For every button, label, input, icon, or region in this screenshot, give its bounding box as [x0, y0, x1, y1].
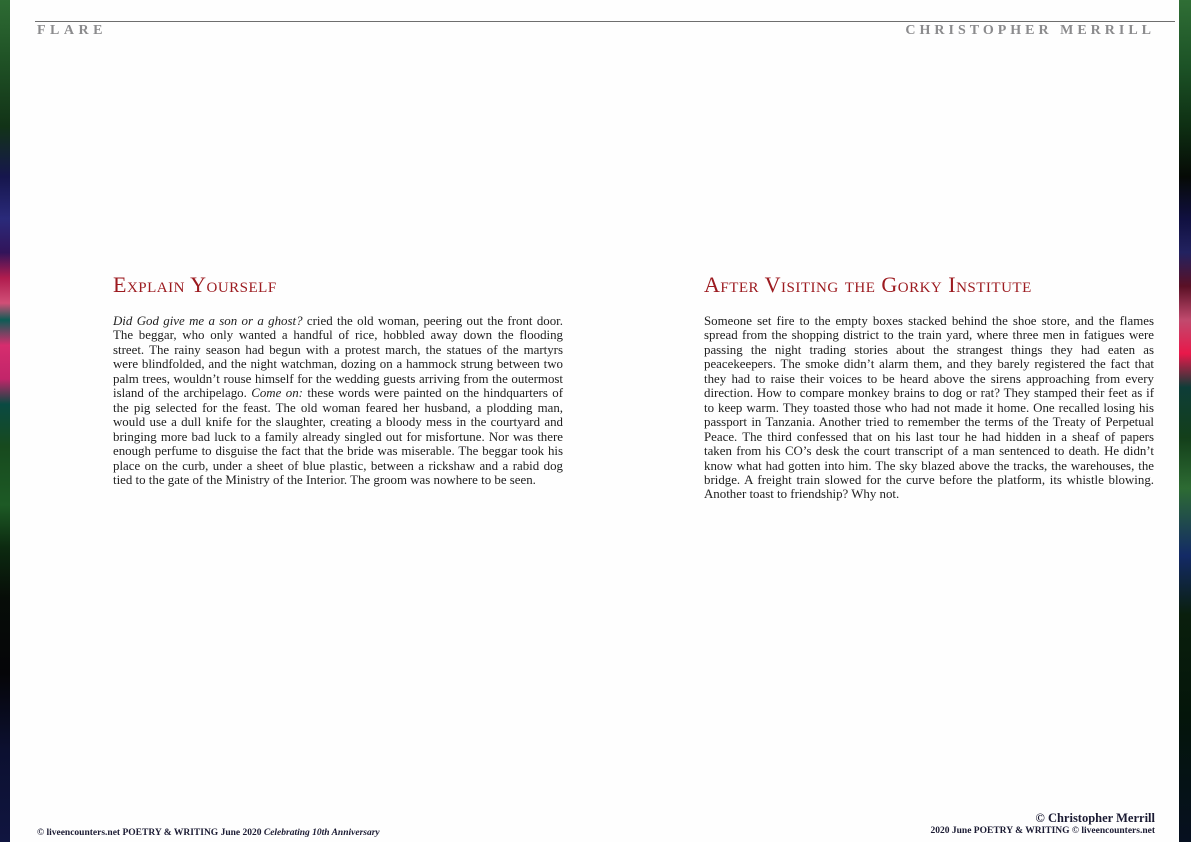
footer-issue-line: 2020 June POETRY & WRITING © liveencounters.net — [930, 826, 1155, 836]
running-head-author: CHRISTOPHER MERRILL — [905, 23, 1155, 38]
footer-copyright-author: © Christopher Merrill — [1035, 811, 1155, 825]
poem-explain-yourself — [113, 272, 563, 487]
running-head-section: FLARE — [37, 23, 107, 38]
poem-title: After Visiting the Gorky Institute — [704, 272, 1032, 297]
footer-publication-credit: © liveencounters.net POETRY & WRITING June 2020 Celebrating 10th Anniversary — [37, 828, 380, 838]
background-photo-right-edge — [1179, 0, 1191, 842]
footer-author-credit — [931, 811, 1155, 837]
background-photo-left-edge — [0, 0, 10, 842]
poem-body: Did God give me a son or a ghost? cried the old woman, peering out the front door. The beggar, who only wanted a handful of rice, hobbled away down the flooding street. The rainy season had begun with a protest march, the statues of the martyrs were blindfolded, and the night watchman, dozing on a hammock strung between two palm trees, wouldn’t rouse himself for the wedding guests arriving from the outermost island of the archipelago. Come on: these words were painted on the hindquarters of the pig selected for the feast. The old woman feared her husband, a plodding man, would use a dull knife for the slaughter, creating a bloody mess in the courtyard and bringing more bad luck to a family already singled out for misfortune. Nor was there enough perfume to disguise the fact that the bride was miserable. The beggar took his place on the curb, under a sheet of blue plastic, between a rickshaw and a rabid dog tied to the gate of the Ministry of the Interior. The groom was nowhere to be seen. — [113, 314, 564, 487]
poem-body: Someone set fire to the empty boxes stacked behind the shoe store, and the flames spread from the shopping district to the train yard, where three men in fatigues were passing the night trading stories about the strangest things they had eaten as peacekeepers. The smoke didn’t alarm them, and they barely registered the fact that they had to raise their voices to be heard above the sirens approaching from every direction. How to compare monkey brains to dog or rat? They stamped their feet as if to keep warm. They toasted those who had not made it home. One recalled losing his passport in Tanzania. Another tried to remember the terms of the Treaty of Perpetual Peace. The third confessed that on his last tour he had hidden in a sheaf of papers taken from his CO’s desk the court transcript of a man sentenced to death. He didn’t know what had gotten into him. The sky blazed above the tracks, the warehouses, the bridge. A freight train slowed for the curve before the platform, its whistle blowing. Another toast to friendship? Why not. — [704, 314, 1154, 502]
poem-title: Explain Yourself — [113, 272, 277, 297]
magazine-page — [10, 0, 1179, 842]
header-rule — [35, 21, 1175, 22]
poem-after-visiting-the-gorky-institute — [704, 272, 1154, 502]
